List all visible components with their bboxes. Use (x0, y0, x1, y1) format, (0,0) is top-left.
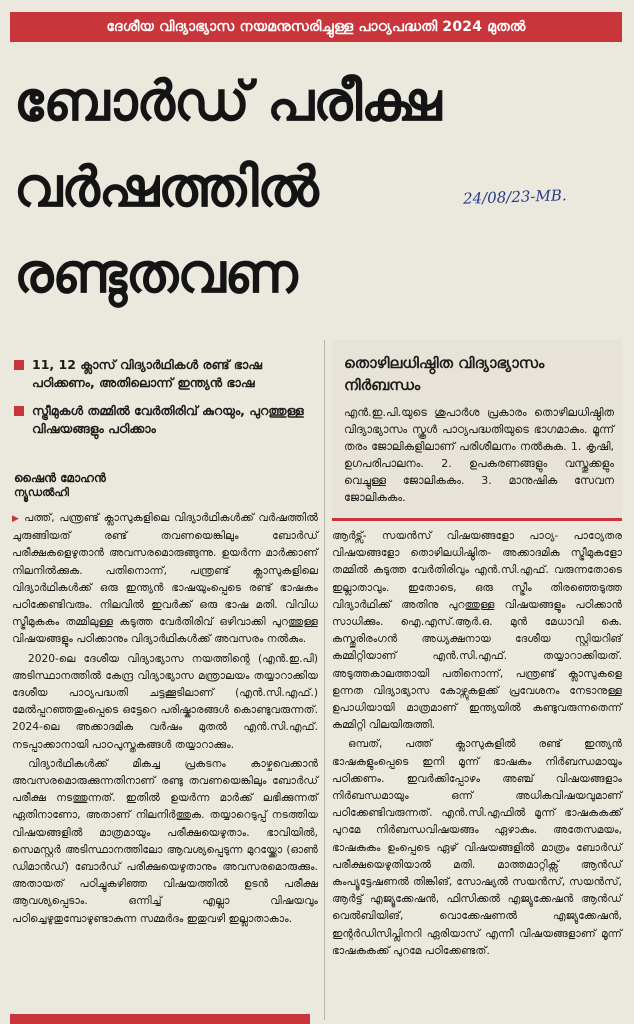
sidebar-box (332, 340, 622, 521)
kicker-banner (10, 12, 622, 42)
article-paragraph: ഒമ്പത്, പത്ത് ക്ലാസുകളിൽ രണ്ട് ഇന്ത്യൻ ഭാഷകളുംപ്പെടെ ഇനി മൂന്ന് ഭാഷകം നിർബന്ധമായും പഠിക്കണം. ഇവർക്കിപ്പോഴം അഞ്ച് വിഷയങ്ങളാം നിർബന്ധമായും ഒന്ന് അധികവിഷയവുമാണ് പഠിക്കേണ്ടിവരുന്നത്. എൻ.സി.എഫിൽ മൂന്ന് ഭാഷകകക്ക് പുറമേ നിർബന്ധവിഷയങ്ങം ഏഴാകും. അതേസമയം, ഭാഷകകം ഉംപ്പെടെ ഏഴ് വിഷയങ്ങളിൽ മാത്രം ബോർഡ് പരീക്ഷയെഴുതിയാൽ മതി. മാത്തമാറ്റിക്സ് ആൻഡ് കംപ്യൂട്ടേഷണൽ തിങ്കിങ്, സോഷ്യൽ സയൻസ്, സയൻസ്, ആർട്ട് എജ്യൂക്കേഷൻ, ഫിസിക്കൽ എജ്യുക്കേഷൻ ആൻഡ് വെൽബിയിങ്, വൊക്കേഷണൽ എജ്യുക്കേഷൻ, ഇന്റർഡിസിപ്ലിനറി ഏരിയാസ് എന്നീ വിഷയങ്ങളാണ് മൂന്ന് ഭാഷകകക്ക് പുറമേ പഠിക്കേണ്ടത്. (332, 738, 622, 957)
bullet-square-icon (14, 406, 24, 416)
bullet-square-icon (14, 360, 24, 370)
deck-text: 11, 12 ക്ലാസ് വിദ്യാർഥികൾ രണ്ട് ഭാഷ പഠിക്കണം, അതിലൊന്ന് ഇന്ത്യൻ ഭാഷ (32, 357, 262, 390)
headline-line-3: രണ്ടുതവണ (14, 241, 297, 305)
column-divider (324, 340, 325, 1020)
article-paragraph (12, 510, 318, 649)
deck-item (32, 402, 322, 438)
deck-text: സ്ട്രീമുകൾ തമ്മിൽ വേർതിരിവ് കുറയും, പുറത്തുള്ള വിഷയങ്ങളും പഠിക്കാം (32, 403, 304, 436)
kicker-text: ദേശീയ വിദ്യാഭ്യാസ നയമനുസരിച്ചുള്ള പാഠ്യപദ്ധതി 2024 മുതൽ (106, 19, 526, 35)
deck-item (32, 356, 322, 392)
byline-name: ഷൈൻ മോഹൻ (14, 471, 106, 485)
headline-line-1: ബോർഡ് പരീക്ഷ (14, 69, 441, 133)
article-paragraph: 2020-ലെ ദേശീയ വിദ്യാഭ്യാസ നയത്തിന്റെ (എൻ.ഇ.പി) അടിസ്ഥാനത്തിൽ കേന്ദ്ര വിദ്യാഭ്യാസ മന്ത്രാലയം തയ്യാറാക്കിയ ദേശീയ പാഠ്യപദ്ധതി ചട്ടക്കൂടിലാണ് (എൻ.സി.എഫ്.) മേൽപ്പറഞ്ഞതുംപ്പെടെ ഒട്ടേറെ പരിഷ്കാരങ്ങൾ കൊണ്ടുവരുന്നത്. 2024-ലെ അക്കാദമിക വർഷം മുതൽ എൻ.സി.എഫ്. നടപ്പാക്കാനായി പാഠപുസ്തകങ്ങൾ തയ്യാറാക്കും. (12, 652, 318, 751)
article-paragraph: ആർട്സ്- സയൻസ് വിഷയങ്ങളോ പാഠ്യ- പാഠ്യേതര വിഷയങ്ങളോ തൊഴിലധിഷ്ഠിത- അക്കാദമിക സ്ട്രീമുകളോ തമ്മിൽ കടുത്ത വേർതിരിവും എൻ.സി.എഫ്. വരുന്നതോടെ ഇല്ലാതാവും. ഇതോടെ, ഒരു സ്ട്രീം തിരഞ്ഞെടുത്ത വിദ്യാർഥിക്ക് അതിനു പുറത്തുള്ള വിഷയങ്ങളും പഠിക്കാൻ സാധിക്കും. ഐ.എസ്.ആർ.ഒ. മുൻ മേധാവി കെ. കസ്തൂരിരംഗൻ അധ്യക്ഷനായ ദേശീയ സ്റ്റിയറിങ് കമ്മിറ്റിയാണ് എൻ.സി.എഫ്. തയ്യാറാക്കിയത്. അടുത്തകാലത്തായി പതിനൊന്ന്, പന്ത്രണ്ട് ക്ലാസുകളെ ഉന്നത വിദ്യാഭ്യാസ കോഴ്സുകളക്ക് പ്രവേശനം നേടാനുള്ള ഉപാധിയായി മാത്രമാണ് ഇന്ത്യയിൽ കണ്ടുവരുന്നതെന്ന് കമ്മിറ്റി വിലയിരുത്തി. (332, 530, 622, 732)
byline-place: ന്യൂഡൽഹി (14, 486, 69, 499)
headline-line-2: വർഷത്തിൽ (14, 155, 318, 219)
paragraph-text: പത്ത്, പന്ത്രണ്ട് ക്ലാസുകളിലെ വിദ്യാർഥികൾക്ക് വർഷത്തിൽ ചുരുങ്ങിയത് രണ്ട് തവണയെങ്കിലും ബോർഡ് പരീക്ഷകളെഴുതാൻ അവസരമൊരുങ്ങുന്നു. ഉയർന്ന മാർക്കാണ് നിലനിൽക്കുക. പതിനൊന്ന്, പന്ത്രണ്ട് ക്ലാസുകളിലെ വിദ്യാർഥികൾക്ക് ഒരു ഇന്ത്യൻ ഭാഷയുംപ്പെടെ രണ്ട് ഭാഷകം പഠിക്കേണ്ടിവരും. നിലവിൽ ഇവർക്ക് ഒരു ഭാഷ മതി. വിവിധ സ്ട്രീമുകകം തമ്മിലുള്ള കടുത്ത വേർതിരിവ് ഒഴിവാക്കി പുറത്തുള്ള വിഷയങ്ങളും പഠിക്കാനും വിദ്യാർഥികൾക്ക് അവസരം നൽകും. (12, 512, 318, 646)
handwritten-date-note: 24/08/23-MB. (462, 186, 567, 208)
byline (14, 470, 314, 500)
bottom-accent-bar (10, 1014, 310, 1024)
article-paragraph: വിദ്യാർഥികൾക്ക് മികച്ച പ്രകടനം കാഴ്ചവെക്കാൻ അവസരമൊരുക്കുന്നതിനാണ് രണ്ടു തവണയെങ്കിലും ബോർഡ് പരീക്ഷ നടത്തുന്നത്. ഇതിൽ ഉയർന്ന മാർക്ക് ലഭിക്കുന്നത് ഏതിനാണോ, അതാണ് നിലനിർത്തുക. തയ്യാറെടുപ്പ് നടത്തിയ വിഷയങ്ങളിൽ മാത്രമായും പരീക്ഷയെഴുതാം. ഭാവിയിൽ, സെമസ്റ്റർ അടിസ്ഥാനത്തിലോ ആവശ്യപ്പെടുന്ന മുറയ്ക്കോ (ഓൺ ഡിമാൻഡ്) ബോർഡ് പരീക്ഷയെഴുതാനും അവസരമൊരുക്കും. അതായത് പഠിച്ചുകഴിഞ്ഞ വിഷയത്തിൽ ഉടൻ പരീക്ഷ ആവശ്യപ്പെടാം. ഒന്നിച്ച് എല്ലാ വിഷയവും പഠിച്ചെഴുതുമ്പോഴുണ്ടാകുന്ന സമ്മർദം ഇതുവഴി ഇല്ലാതാകാം. (12, 757, 318, 925)
deck (32, 356, 322, 448)
triangle-bullet-icon: ▶ (12, 514, 21, 524)
article-right-column (332, 528, 622, 962)
sidebar-body: എൻ.ഇ.പി.യുടെ ശുപാർശ പ്രകാരം തൊഴിലധിഷ്ഠിത വിദ്യാഭ്യാസം സ്കൂൾ പാഠ്യപദ്ധതിയുടെ ഭാഗമാകും. മൂന്ന് തരം ജോലികളിലാണ് പരിശീലനം നൽകുക. 1. കൃഷി, ഉഗപരിപാലനം. 2. ഉപകരണങ്ങളും വസ്തുക്കളും വെച്ചുള്ള ജോലികകം. 3. മാനുഷിക സേവന ജോലികകം. (344, 406, 614, 504)
article-left-column (12, 510, 318, 930)
sidebar-title: തൊഴിലധിഷ്ഠിത വിദ്യാഭ്യാസം നിർബന്ധം (344, 354, 545, 394)
